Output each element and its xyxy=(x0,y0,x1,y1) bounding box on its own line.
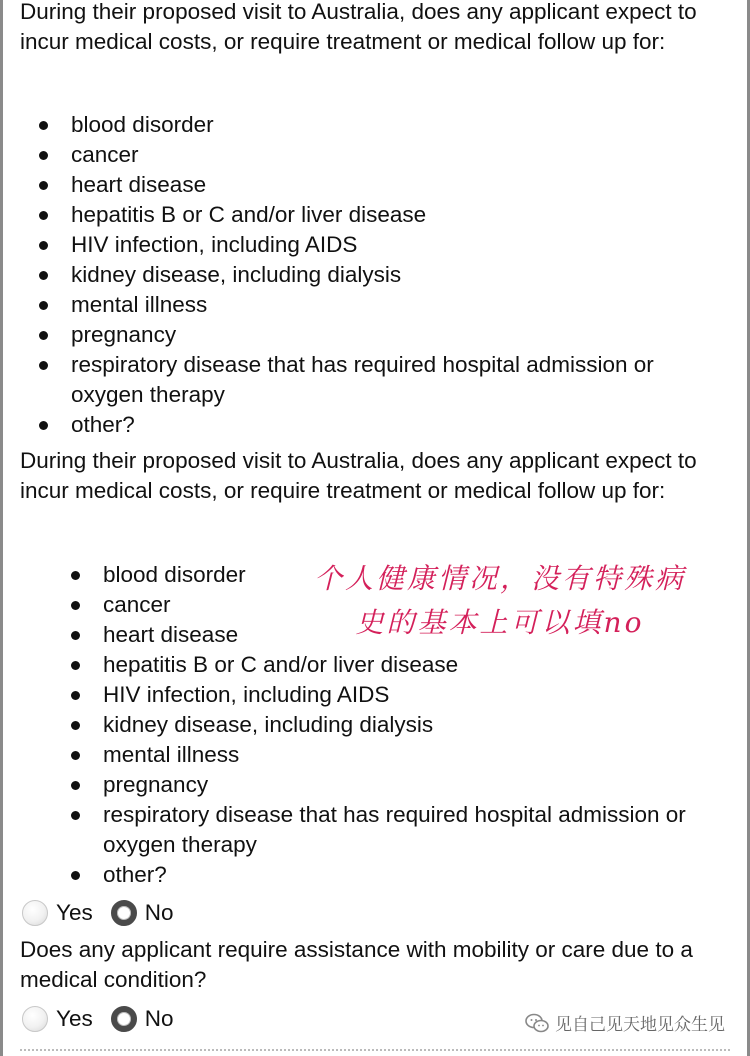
bullet-icon xyxy=(71,781,80,790)
medical-costs-answer-group xyxy=(22,898,191,928)
bullet-icon xyxy=(39,361,48,370)
condition-label: other? xyxy=(71,412,135,437)
bullet-icon xyxy=(39,181,48,190)
bullet-icon xyxy=(39,421,48,430)
divider xyxy=(20,1049,730,1051)
condition-label: mental illness xyxy=(71,292,208,317)
condition-item xyxy=(55,650,735,680)
mobility-yes-radio[interactable] xyxy=(22,1006,48,1032)
mobility-assistance-question: Does any applicant require assistance with mobility or care due to a medical condition? xyxy=(20,937,693,992)
bullet-icon xyxy=(71,571,80,580)
bullet-icon xyxy=(71,721,80,730)
condition-item xyxy=(23,410,723,440)
condition-label: HIV infection, including AIDS xyxy=(71,232,358,257)
condition-item xyxy=(23,230,723,260)
condition-item xyxy=(55,740,735,770)
condition-label: cancer xyxy=(71,142,139,167)
condition-label: respiratory disease that has required hospital admission or oxygen therapy xyxy=(71,352,654,407)
condition-item xyxy=(23,140,723,170)
no-label: No xyxy=(144,900,174,925)
health-annotation xyxy=(265,557,735,645)
condition-label: cancer xyxy=(103,592,171,617)
bullet-icon xyxy=(71,751,80,760)
condition-label: pregnancy xyxy=(103,772,209,797)
condition-item xyxy=(23,320,723,350)
bullet-icon xyxy=(39,271,48,280)
condition-label: respiratory disease that has required hospital admission or oxygen therapy xyxy=(103,802,686,857)
medical-costs-yes-radio[interactable] xyxy=(22,900,48,926)
condition-item xyxy=(55,770,735,800)
condition-item xyxy=(23,350,723,410)
bullet-icon xyxy=(39,151,48,160)
condition-label: kidney disease, including dialysis xyxy=(71,262,402,287)
bullet-icon xyxy=(39,211,48,220)
bullet-icon xyxy=(39,331,48,340)
condition-item xyxy=(23,170,723,200)
mobility-answer-group xyxy=(22,1004,191,1034)
bullet-icon xyxy=(71,811,80,820)
bullet-icon xyxy=(39,121,48,130)
condition-item xyxy=(55,680,735,710)
medical-costs-no-radio[interactable] xyxy=(111,900,137,926)
conditions-list-1 xyxy=(23,110,723,440)
annotation-line-2: 史的基本上可以填no xyxy=(355,606,645,639)
condition-item xyxy=(23,200,723,230)
watermark xyxy=(525,1010,725,1035)
condition-item xyxy=(23,260,723,290)
medical-costs-question-2: During their proposed visit to Australia, does any applicant expect to incur medical costs, or require treatment or medical follow up for: xyxy=(20,448,697,503)
condition-label: blood disorder xyxy=(103,562,246,587)
yes-label: Yes xyxy=(56,900,93,925)
bullet-icon xyxy=(71,601,80,610)
yes-label: Yes xyxy=(56,1006,93,1031)
condition-label: mental illness xyxy=(103,742,240,767)
bullet-icon xyxy=(71,631,80,640)
condition-item xyxy=(55,800,735,860)
annotation-line-1: 个人健康情况，没有特殊病 xyxy=(313,562,686,595)
condition-label: kidney disease, including dialysis xyxy=(103,712,434,737)
condition-label: hepatitis B or C and/or liver disease xyxy=(71,202,427,227)
condition-item xyxy=(55,710,735,740)
medical-costs-question-1: During their proposed visit to Australia, does any applicant expect to incur medical costs, or require treatment or medical follow up for: xyxy=(20,0,697,54)
bullet-icon xyxy=(71,691,80,700)
condition-label: other? xyxy=(103,862,167,887)
bullet-icon xyxy=(39,241,48,250)
condition-label: pregnancy xyxy=(71,322,177,347)
bullet-icon xyxy=(71,871,80,880)
mobility-no-radio[interactable] xyxy=(111,1006,137,1032)
no-label: No xyxy=(144,1006,174,1031)
watermark-text: 见自己见天地见众生见 xyxy=(555,1015,725,1034)
condition-label: HIV infection, including AIDS xyxy=(103,682,390,707)
condition-item xyxy=(23,110,723,140)
condition-label: blood disorder xyxy=(71,112,214,137)
condition-label: heart disease xyxy=(103,622,239,647)
condition-item xyxy=(55,860,735,890)
wechat-icon xyxy=(525,1013,549,1033)
bullet-icon xyxy=(39,301,48,310)
condition-label: heart disease xyxy=(71,172,207,197)
condition-label: hepatitis B or C and/or liver disease xyxy=(103,652,459,677)
bullet-icon xyxy=(71,661,80,670)
condition-item xyxy=(23,290,723,320)
